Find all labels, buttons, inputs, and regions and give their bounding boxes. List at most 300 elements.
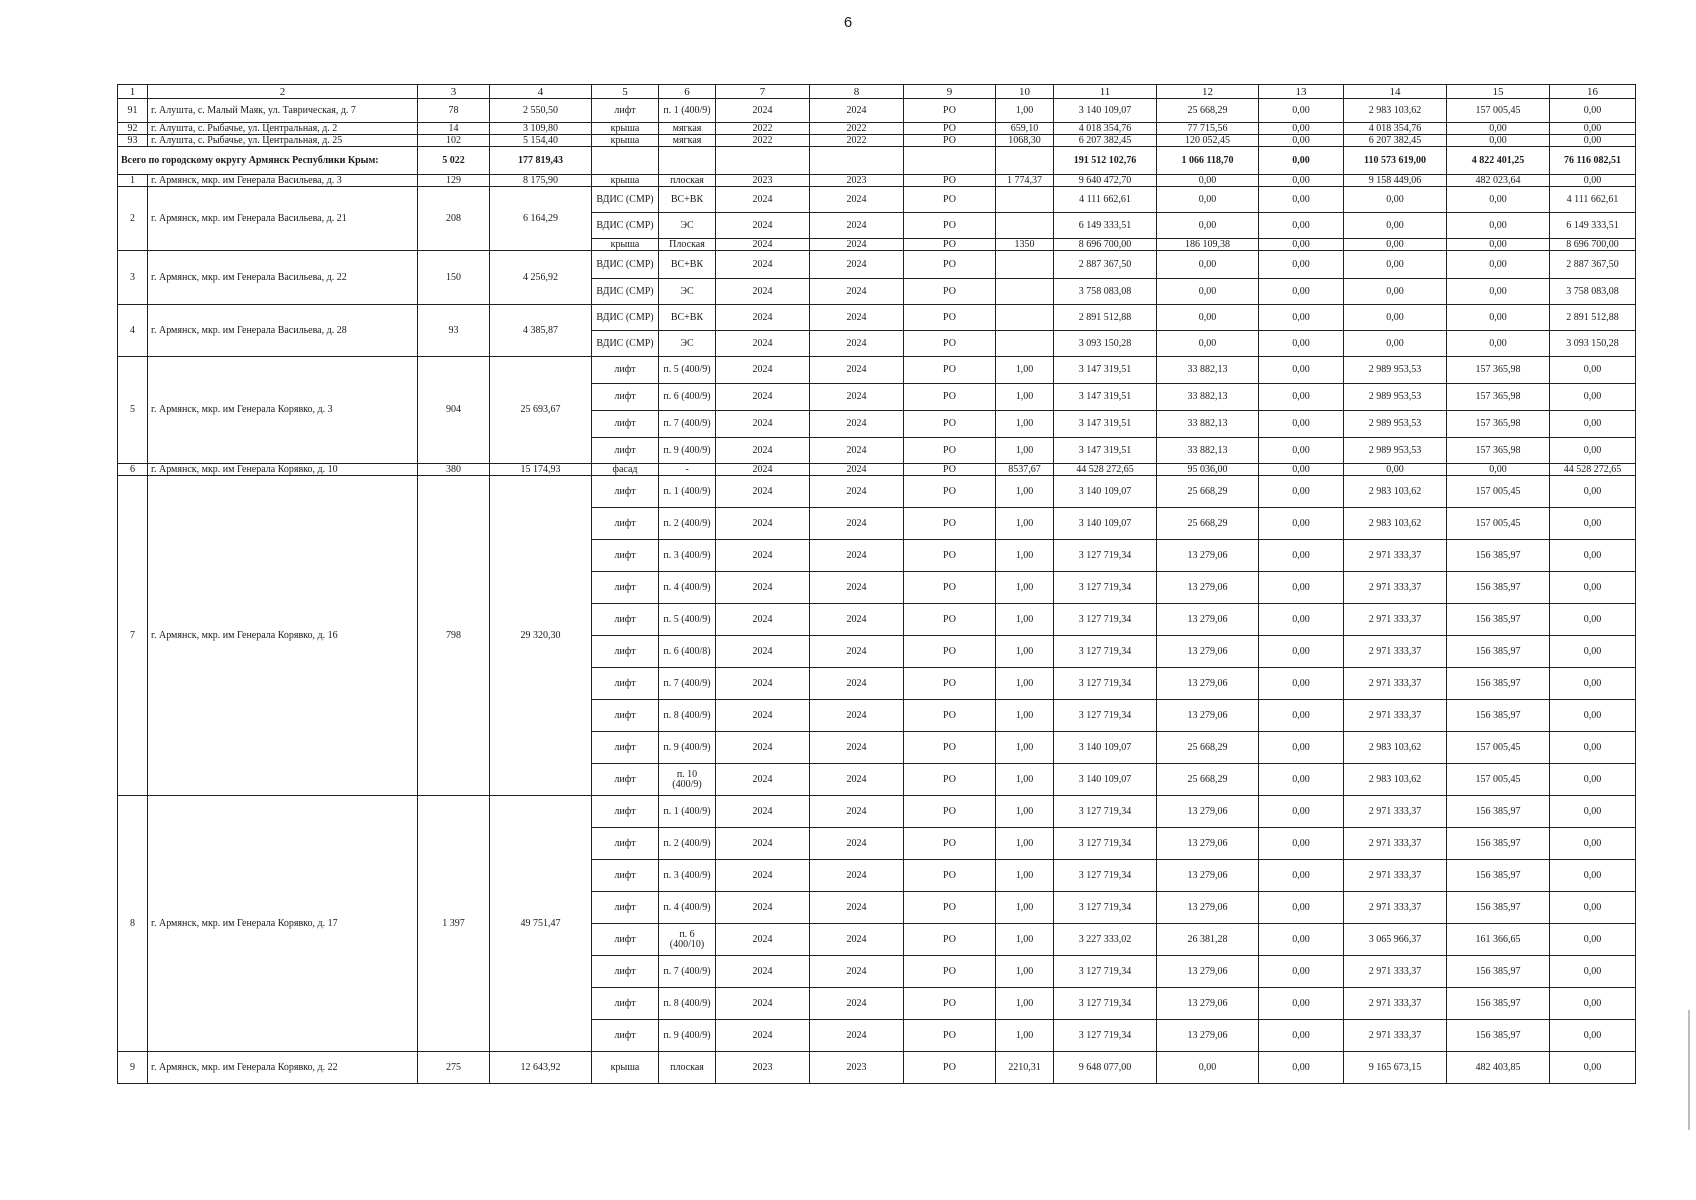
table-cell: РО	[904, 796, 996, 828]
table-cell: лифт	[592, 604, 659, 636]
table-cell: п. 4 (400/9)	[659, 572, 716, 604]
table-cell: 659,10	[996, 123, 1054, 135]
table-cell: лифт	[592, 572, 659, 604]
table-cell: 0,00	[1157, 187, 1259, 213]
table-cell: 1,00	[996, 438, 1054, 464]
table-cell: 1,00	[996, 411, 1054, 438]
table-cell: 5 154,40	[490, 135, 592, 147]
table-cell: 0,00	[1344, 305, 1447, 331]
table-cell	[996, 187, 1054, 213]
table-cell: 25 668,29	[1157, 732, 1259, 764]
table-cell: 1,00	[996, 764, 1054, 796]
table-cell: 2024	[810, 99, 904, 123]
table-cell: РО	[904, 187, 996, 213]
table-cell: 0,00	[1157, 331, 1259, 357]
table-cell: п. 2 (400/9)	[659, 508, 716, 540]
table-cell: п. 1 (400/9)	[659, 476, 716, 508]
table-cell: 13 279,06	[1157, 988, 1259, 1020]
header-cell: 12	[1157, 85, 1259, 99]
table-cell	[810, 147, 904, 175]
table-cell: лифт	[592, 700, 659, 732]
table-cell: 44 528 272,65	[1550, 464, 1636, 476]
table-cell: 1,00	[996, 860, 1054, 892]
table-cell: 0,00	[1550, 572, 1636, 604]
table-cell: 2024	[810, 305, 904, 331]
table-cell: 156 385,97	[1447, 828, 1550, 860]
table-cell: лифт	[592, 508, 659, 540]
table-cell: 9	[118, 1052, 148, 1084]
table-cell: 0,00	[1550, 636, 1636, 668]
table-cell: 0,00	[1259, 508, 1344, 540]
table-cell: -	[659, 464, 716, 476]
table-cell: 6 207 382,45	[1344, 135, 1447, 147]
table-cell	[996, 331, 1054, 357]
table-cell: 2024	[810, 213, 904, 239]
table-cell: 12 643,92	[490, 1052, 592, 1084]
table-cell: 13 279,06	[1157, 892, 1259, 924]
table-cell: 2 891 512,88	[1550, 305, 1636, 331]
header-cell: 8	[810, 85, 904, 99]
table-cell: 93	[118, 135, 148, 147]
table-cell: 2024	[716, 732, 810, 764]
table-cell: 5 022	[418, 147, 490, 175]
header-cell: 16	[1550, 85, 1636, 99]
table-cell: 3 127 719,34	[1054, 1020, 1157, 1052]
table-cell	[659, 147, 716, 175]
table-cell: 0,00	[1550, 411, 1636, 438]
table-cell: 13 279,06	[1157, 860, 1259, 892]
table-cell: 2024	[716, 187, 810, 213]
table-cell: 25 693,67	[490, 357, 592, 464]
table-row	[118, 464, 1636, 476]
table-cell: РО	[904, 764, 996, 796]
table-cell: 0,00	[1259, 187, 1344, 213]
table-cell: 2024	[716, 860, 810, 892]
header-cell: 4	[490, 85, 592, 99]
table-cell: ЭС	[659, 213, 716, 239]
table-cell: 1350	[996, 239, 1054, 251]
table-row	[118, 123, 1636, 135]
table-cell: 4 018 354,76	[1054, 123, 1157, 135]
table-cell: лифт	[592, 892, 659, 924]
table-cell: 3 127 719,34	[1054, 572, 1157, 604]
table-cell: 2 989 953,53	[1344, 411, 1447, 438]
table-cell: 2 983 103,62	[1344, 476, 1447, 508]
table-cell: РО	[904, 464, 996, 476]
table-cell: ВДИС (СМР)	[592, 305, 659, 331]
table-cell: 3 127 719,34	[1054, 956, 1157, 988]
table-cell: РО	[904, 305, 996, 331]
table-cell: 0,00	[1259, 924, 1344, 956]
table-cell: 1 066 118,70	[1157, 147, 1259, 175]
table-cell: 13 279,06	[1157, 796, 1259, 828]
table-cell: 1,00	[996, 1020, 1054, 1052]
table-cell: 156 385,97	[1447, 892, 1550, 924]
table-cell: ВДИС (СМР)	[592, 187, 659, 213]
table-cell: 0,00	[1344, 251, 1447, 279]
table-cell: 76 116 082,51	[1550, 147, 1636, 175]
table-cell: 157 365,98	[1447, 357, 1550, 384]
table-cell: п. 8 (400/9)	[659, 700, 716, 732]
table-cell: 0,00	[1259, 357, 1344, 384]
table-cell: 0,00	[1550, 796, 1636, 828]
table-cell: 93	[418, 305, 490, 357]
header-cell: 15	[1447, 85, 1550, 99]
table-cell: 904	[418, 357, 490, 464]
table-cell: 2024	[810, 764, 904, 796]
table-cell: 2024	[810, 796, 904, 828]
table-cell: 2 989 953,53	[1344, 384, 1447, 411]
table-cell: 6 207 382,45	[1054, 135, 1157, 147]
table-cell: Всего по городскому округу Армянск Республики Крым:	[118, 147, 418, 175]
table-cell: 0,00	[1259, 860, 1344, 892]
table-cell: 2 887 367,50	[1550, 251, 1636, 279]
table-cell: 0,00	[1259, 438, 1344, 464]
table-cell: 3 093 150,28	[1054, 331, 1157, 357]
table-cell: 186 109,38	[1157, 239, 1259, 251]
table-cell: п. 1 (400/9)	[659, 99, 716, 123]
table-cell: Плоская	[659, 239, 716, 251]
table-cell: 156 385,97	[1447, 540, 1550, 572]
table-cell: РО	[904, 956, 996, 988]
table-cell: РО	[904, 476, 996, 508]
table-row	[118, 251, 1636, 279]
table-cell: 3 140 109,07	[1054, 99, 1157, 123]
table-cell: 0,00	[1157, 213, 1259, 239]
table-cell: п. 5 (400/9)	[659, 604, 716, 636]
table-cell: 44 528 272,65	[1054, 464, 1157, 476]
table-row	[118, 135, 1636, 147]
table-cell: 0,00	[1259, 331, 1344, 357]
table-cell: 0,00	[1550, 540, 1636, 572]
table-cell: 0,00	[1447, 239, 1550, 251]
table-cell: 3 109,80	[490, 123, 592, 135]
table-cell: 3 093 150,28	[1550, 331, 1636, 357]
table-cell: 4 111 662,61	[1054, 187, 1157, 213]
table-cell: п. 3 (400/9)	[659, 860, 716, 892]
table-cell: 3 127 719,34	[1054, 860, 1157, 892]
table-cell: 2 971 333,37	[1344, 572, 1447, 604]
header-cell: 6	[659, 85, 716, 99]
table-cell: 2024	[810, 411, 904, 438]
header-cell: 5	[592, 85, 659, 99]
table-cell: 3 758 083,08	[1054, 279, 1157, 305]
table-cell: лифт	[592, 668, 659, 700]
table-cell: 0,00	[1447, 464, 1550, 476]
table-cell: 13 279,06	[1157, 828, 1259, 860]
header-cell: 10	[996, 85, 1054, 99]
table-cell: 0,00	[1447, 251, 1550, 279]
table-cell: 1,00	[996, 604, 1054, 636]
table-row	[118, 187, 1636, 213]
table-cell: 2022	[716, 123, 810, 135]
table-cell: 2024	[810, 357, 904, 384]
table-cell: 3 127 719,34	[1054, 892, 1157, 924]
table-cell: 2024	[810, 636, 904, 668]
table-cell: 0,00	[1344, 239, 1447, 251]
table-cell: 33 882,13	[1157, 357, 1259, 384]
table-cell: г. Армянск, мкр. им Генерала Васильева, д. 22	[148, 251, 418, 305]
table-cell: п. 8 (400/9)	[659, 988, 716, 1020]
table-cell: 1,00	[996, 572, 1054, 604]
table-cell: г. Армянск, мкр. им Генерала Корявко, д. 17	[148, 796, 418, 1052]
table-cell: 482 403,85	[1447, 1052, 1550, 1084]
table-cell: 4 385,87	[490, 305, 592, 357]
table-cell: 1,00	[996, 357, 1054, 384]
table-cell: 156 385,97	[1447, 636, 1550, 668]
table-cell: РО	[904, 508, 996, 540]
table-cell: 2023	[716, 1052, 810, 1084]
table-cell	[996, 213, 1054, 239]
table-cell: 0,00	[1550, 135, 1636, 147]
table-cell: п. 9 (400/9)	[659, 438, 716, 464]
table-cell: 177 819,43	[490, 147, 592, 175]
table-cell: 0,00	[1259, 892, 1344, 924]
table-cell: 0,00	[1447, 331, 1550, 357]
table-cell: г. Алушта, с. Малый Маяк, ул. Таврическая, д. 7	[148, 99, 418, 123]
table-cell: 2024	[716, 572, 810, 604]
table-cell: 2024	[810, 464, 904, 476]
table-cell: лифт	[592, 438, 659, 464]
table-cell: 2024	[810, 279, 904, 305]
table-cell: 3 065 966,37	[1344, 924, 1447, 956]
table-cell: 191 512 102,76	[1054, 147, 1157, 175]
table-cell: РО	[904, 604, 996, 636]
table-cell: 156 385,97	[1447, 796, 1550, 828]
table-cell: п. 7 (400/9)	[659, 668, 716, 700]
table-cell: 156 385,97	[1447, 700, 1550, 732]
table-cell: 0,00	[1259, 305, 1344, 331]
table-cell: 13 279,06	[1157, 700, 1259, 732]
table-cell: 2024	[716, 828, 810, 860]
table-cell: 157 365,98	[1447, 384, 1550, 411]
table-cell: 3 127 719,34	[1054, 828, 1157, 860]
table-cell: 2024	[716, 956, 810, 988]
table-cell: 3 227 333,02	[1054, 924, 1157, 956]
header-cell: 11	[1054, 85, 1157, 99]
table-cell: 9 640 472,70	[1054, 175, 1157, 187]
table-cell: 0,00	[1259, 147, 1344, 175]
table-cell: ВДИС (СМР)	[592, 213, 659, 239]
table-cell: 6 149 333,51	[1054, 213, 1157, 239]
table-cell: 0,00	[1259, 1020, 1344, 1052]
table-cell: 0,00	[1259, 956, 1344, 988]
table-cell: 2 971 333,37	[1344, 892, 1447, 924]
table-cell: ЭС	[659, 331, 716, 357]
table-cell: 3 127 719,34	[1054, 988, 1157, 1020]
table-cell: 8537,67	[996, 464, 1054, 476]
table-cell: ВДИС (СМР)	[592, 331, 659, 357]
table-cell: 150	[418, 251, 490, 305]
table-cell: г. Армянск, мкр. им Генерала Корявко, д. 10	[148, 464, 418, 476]
table-cell: 9 158 449,06	[1344, 175, 1447, 187]
table-cell: мягкая	[659, 123, 716, 135]
table-cell: РО	[904, 123, 996, 135]
table-cell: лифт	[592, 924, 659, 956]
table-cell: 8 175,90	[490, 175, 592, 187]
table-cell: 13 279,06	[1157, 604, 1259, 636]
table-cell: РО	[904, 892, 996, 924]
table-cell: п. 3 (400/9)	[659, 540, 716, 572]
table-cell: РО	[904, 239, 996, 251]
header-cell: 3	[418, 85, 490, 99]
table-cell: 2024	[716, 331, 810, 357]
table-cell: РО	[904, 668, 996, 700]
table-cell: 2024	[716, 764, 810, 796]
table-cell: 0,00	[1550, 476, 1636, 508]
table-cell: 156 385,97	[1447, 668, 1550, 700]
capital-repair-table	[117, 84, 1636, 1084]
table-cell: лифт	[592, 732, 659, 764]
table-cell: РО	[904, 175, 996, 187]
table-cell: 0,00	[1550, 892, 1636, 924]
table-cell: 3 127 719,34	[1054, 540, 1157, 572]
table-cell: 3 127 719,34	[1054, 700, 1157, 732]
table-cell: 0,00	[1550, 357, 1636, 384]
table-cell: г. Алушта, с. Рыбачье, ул. Центральная, д. 2	[148, 123, 418, 135]
table-cell: 9 165 673,15	[1344, 1052, 1447, 1084]
table-cell: 129	[418, 175, 490, 187]
table-cell: крыша	[592, 175, 659, 187]
table-cell: 4	[118, 305, 148, 357]
table-cell: 8 696 700,00	[1054, 239, 1157, 251]
table-cell: РО	[904, 924, 996, 956]
table-cell: 2024	[716, 279, 810, 305]
table-cell: РО	[904, 213, 996, 239]
table-cell: 92	[118, 123, 148, 135]
table-cell: РО	[904, 99, 996, 123]
table-cell: 0,00	[1550, 175, 1636, 187]
table-cell: 0,00	[1550, 1052, 1636, 1084]
total-row	[118, 147, 1636, 175]
table-cell: 3 147 319,51	[1054, 411, 1157, 438]
table-cell: 2024	[716, 464, 810, 476]
table-cell: 1,00	[996, 99, 1054, 123]
table-cell: РО	[904, 636, 996, 668]
table-cell: 2024	[716, 251, 810, 279]
table-cell: г. Армянск, мкр. им Генерала Васильева, д. 28	[148, 305, 418, 357]
table-cell: 1,00	[996, 508, 1054, 540]
table-cell: РО	[904, 572, 996, 604]
table-cell: г. Армянск, мкр. им Генерала Корявко, д. 16	[148, 476, 418, 796]
table-cell: 1,00	[996, 892, 1054, 924]
table-cell: 0,00	[1344, 464, 1447, 476]
table-cell: г. Армянск, мкр. им Генерала Корявко, д. 22	[148, 1052, 418, 1084]
table-cell	[716, 147, 810, 175]
table-cell: 0,00	[1550, 1020, 1636, 1052]
table-cell: 4 018 354,76	[1344, 123, 1447, 135]
table-cell: лифт	[592, 636, 659, 668]
table-cell: 0,00	[1550, 956, 1636, 988]
table-cell: 2	[118, 187, 148, 251]
table-cell: 13 279,06	[1157, 572, 1259, 604]
table-cell: 2 971 333,37	[1344, 636, 1447, 668]
table-cell: 2022	[810, 135, 904, 147]
table-cell: 0,00	[1259, 988, 1344, 1020]
table-cell: 3 127 719,34	[1054, 668, 1157, 700]
table-cell: г. Армянск, мкр. им Генерала Васильева, д. 3	[148, 175, 418, 187]
table-cell: лифт	[592, 860, 659, 892]
table-cell: 3 127 719,34	[1054, 796, 1157, 828]
table-cell: 33 882,13	[1157, 411, 1259, 438]
table-cell: 2024	[716, 540, 810, 572]
table-cell: лифт	[592, 476, 659, 508]
table-row	[118, 175, 1636, 187]
table-cell: 6 149 333,51	[1550, 213, 1636, 239]
table-cell: 2 971 333,37	[1344, 956, 1447, 988]
table-cell: 14	[418, 123, 490, 135]
table-cell: 0,00	[1259, 279, 1344, 305]
table-cell: 482 023,64	[1447, 175, 1550, 187]
table-cell: п. 4 (400/9)	[659, 892, 716, 924]
table-cell: 49 751,47	[490, 796, 592, 1052]
table-cell: 4 256,92	[490, 251, 592, 305]
table-cell: фасад	[592, 464, 659, 476]
table-cell: 0,00	[1550, 384, 1636, 411]
table-cell: 2024	[810, 251, 904, 279]
table-cell: 0,00	[1550, 828, 1636, 860]
table-cell: 1,00	[996, 700, 1054, 732]
table-cell: ВДИС (СМР)	[592, 279, 659, 305]
table-row	[118, 1052, 1636, 1084]
table-cell: 2 983 103,62	[1344, 508, 1447, 540]
table-cell: лифт	[592, 828, 659, 860]
table-cell: 2024	[716, 384, 810, 411]
table-cell: 2 891 512,88	[1054, 305, 1157, 331]
table-cell: 0,00	[1259, 476, 1344, 508]
table-cell: лифт	[592, 411, 659, 438]
table-cell: 3 140 109,07	[1054, 508, 1157, 540]
table-cell: 2210,31	[996, 1052, 1054, 1084]
table-cell: п. 5 (400/9)	[659, 357, 716, 384]
table-cell: 0,00	[1259, 123, 1344, 135]
table-cell: 0,00	[1157, 175, 1259, 187]
table-cell: лифт	[592, 988, 659, 1020]
table-cell: 1 774,37	[996, 175, 1054, 187]
table-cell: 13 279,06	[1157, 540, 1259, 572]
table-cell: 0,00	[1550, 924, 1636, 956]
table-cell: п. 6 (400/10)	[659, 924, 716, 956]
table-cell: 1,00	[996, 668, 1054, 700]
table-cell: 0,00	[1447, 135, 1550, 147]
table-cell: ЭС	[659, 279, 716, 305]
table-cell: 0,00	[1259, 636, 1344, 668]
table-cell: 2024	[810, 331, 904, 357]
table-cell: 1,00	[996, 476, 1054, 508]
table-cell: 7	[118, 476, 148, 796]
table-cell: крыша	[592, 239, 659, 251]
table-cell: 0,00	[1259, 604, 1344, 636]
table-cell: 1,00	[996, 924, 1054, 956]
table-cell: 157 365,98	[1447, 438, 1550, 464]
table-cell: 33 882,13	[1157, 438, 1259, 464]
table-cell: 0,00	[1259, 464, 1344, 476]
table-cell: 2022	[716, 135, 810, 147]
table-cell: 2024	[810, 700, 904, 732]
table-cell	[592, 147, 659, 175]
table-cell: 3 147 319,51	[1054, 438, 1157, 464]
table-cell: 1 397	[418, 796, 490, 1052]
table-cell: 2023	[716, 175, 810, 187]
header-cell: 9	[904, 85, 996, 99]
table-cell: 2024	[810, 956, 904, 988]
table-cell: 6 164,29	[490, 187, 592, 251]
table-cell: п. 9 (400/9)	[659, 1020, 716, 1052]
table-cell: 161 366,65	[1447, 924, 1550, 956]
table-row	[118, 357, 1636, 384]
table-cell: 156 385,97	[1447, 604, 1550, 636]
table-cell: п. 7 (400/9)	[659, 956, 716, 988]
